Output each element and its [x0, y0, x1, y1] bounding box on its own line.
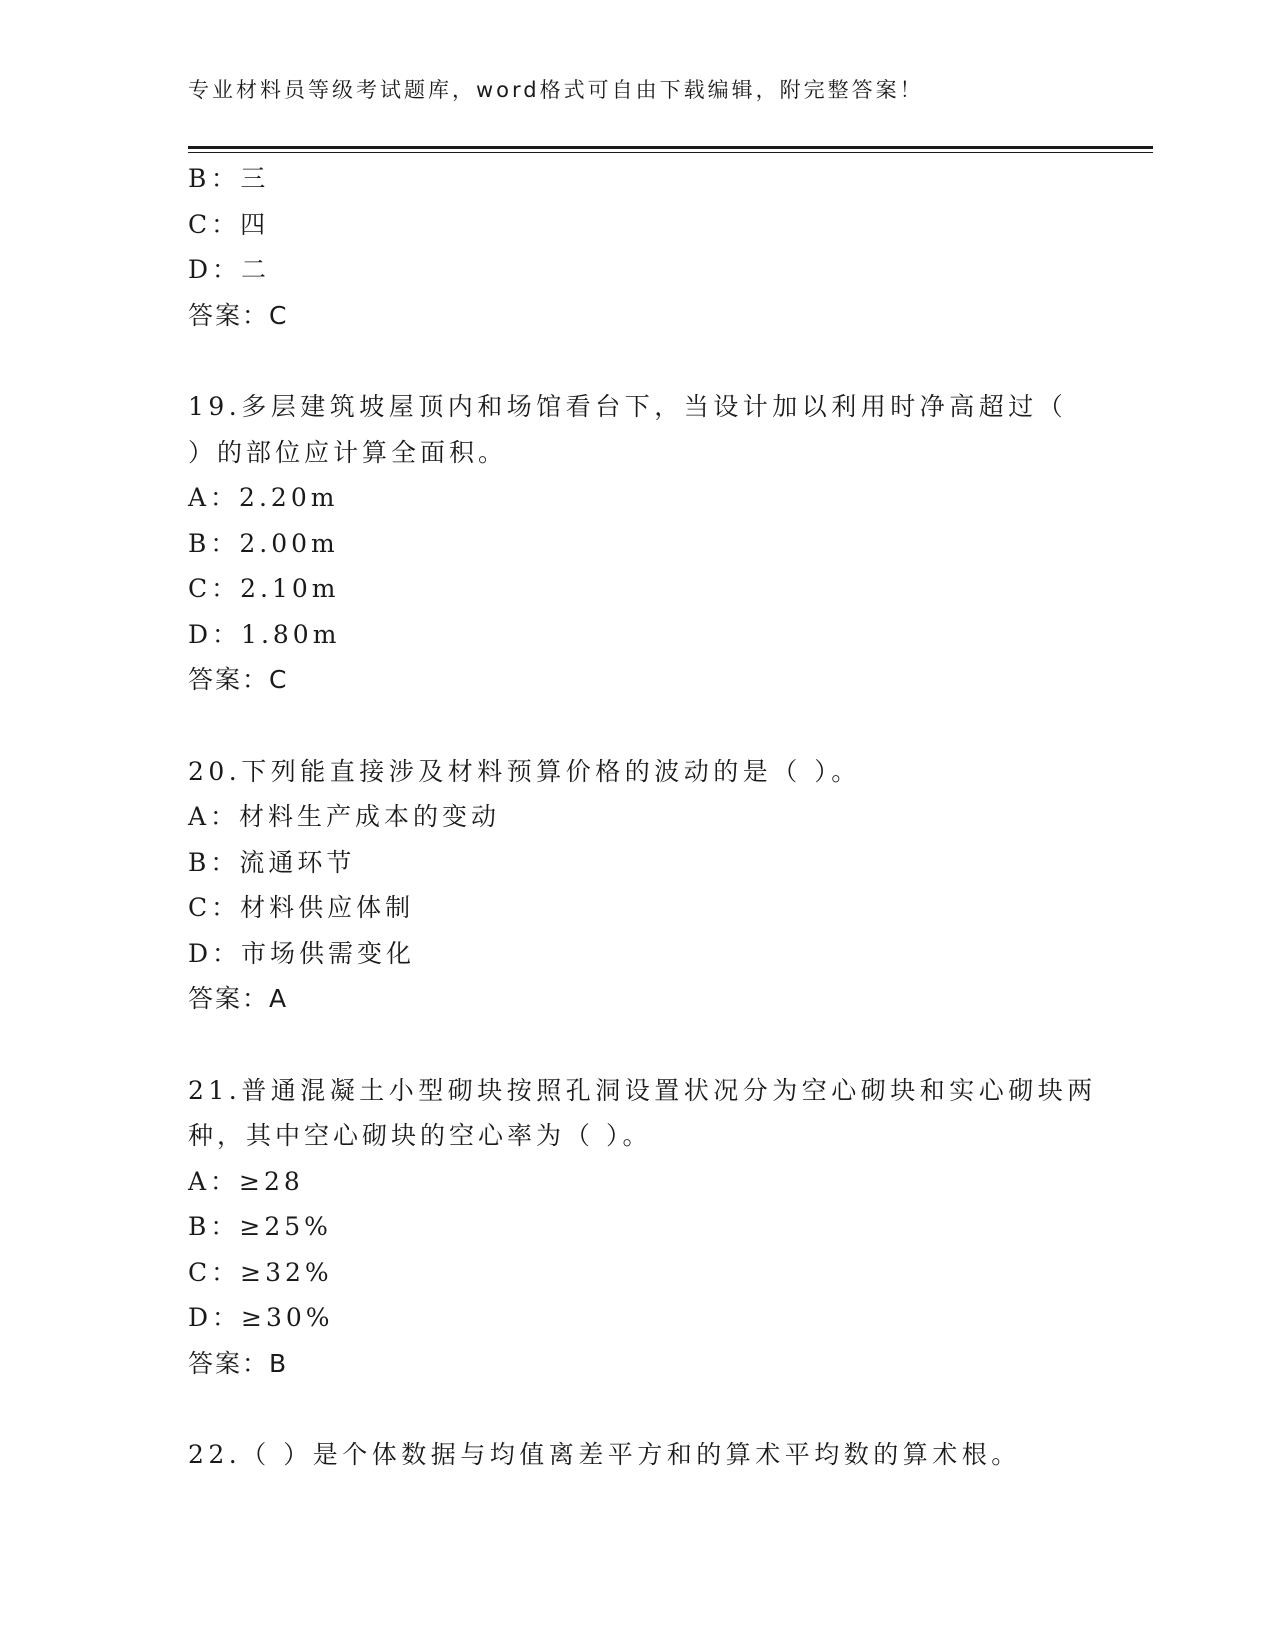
question-stem: 20.下列能直接涉及材料预算价格的波动的是（ ）。 — [188, 756, 861, 786]
header-rule-thin — [188, 152, 1153, 153]
option-b: B：三 — [188, 164, 270, 193]
question-stem: 21.普通混凝土小型砌块按照孔洞设置状况分为空心砌块和实心砌块两 — [188, 1075, 1097, 1105]
option-a: A：2.20m — [188, 483, 339, 512]
option-a: A：材料生产成本的变动 — [188, 802, 501, 831]
option-a: A：≥28 — [188, 1166, 304, 1196]
option-b: B：2.00m — [188, 528, 339, 558]
question-stem: 19.多层建筑坡屋顶内和场馆看台下，当设计加以利用时净高超过（ — [188, 392, 1068, 421]
answer: 答案：C — [188, 300, 289, 330]
option-d: D：1.80m — [188, 619, 341, 649]
option-b: B：流通环节 — [188, 847, 356, 877]
option-c: C：2.10m — [188, 574, 340, 603]
question-19 — [188, 384, 1088, 703]
option-c: C：四 — [188, 209, 270, 239]
option-d: D：二 — [188, 255, 271, 284]
question-21 — [188, 1068, 1097, 1387]
option-d: D：市场供需变化 — [188, 938, 416, 968]
option-d: D：≥30% — [188, 1303, 334, 1332]
answer: 答案：A — [188, 984, 289, 1013]
option-c: C：≥32% — [188, 1257, 333, 1287]
option-b: B：≥25% — [188, 1212, 332, 1241]
option-c: C：材料供应体制 — [188, 893, 415, 922]
page-header: 专业材料员等级考试题库，word格式可自由下载编辑，附完整答案！ — [188, 78, 924, 102]
question-stem: 22.（ ）是个体数据与均值离差平方和的算术平均数的算术根。 — [188, 1440, 1021, 1469]
question-stem: ）的部位应计算全面积。 — [188, 437, 508, 467]
question-18-continued — [188, 156, 1088, 338]
question-20 — [188, 749, 1088, 1022]
answer: 答案：C — [188, 665, 289, 694]
question-22 — [188, 1432, 1088, 1478]
question-stem: 种，其中空心砌块的空心率为（ ）。 — [188, 1121, 652, 1150]
header-rule-thick — [188, 146, 1153, 149]
answer: 答案：B — [188, 1348, 289, 1378]
document-body — [188, 156, 1097, 1478]
